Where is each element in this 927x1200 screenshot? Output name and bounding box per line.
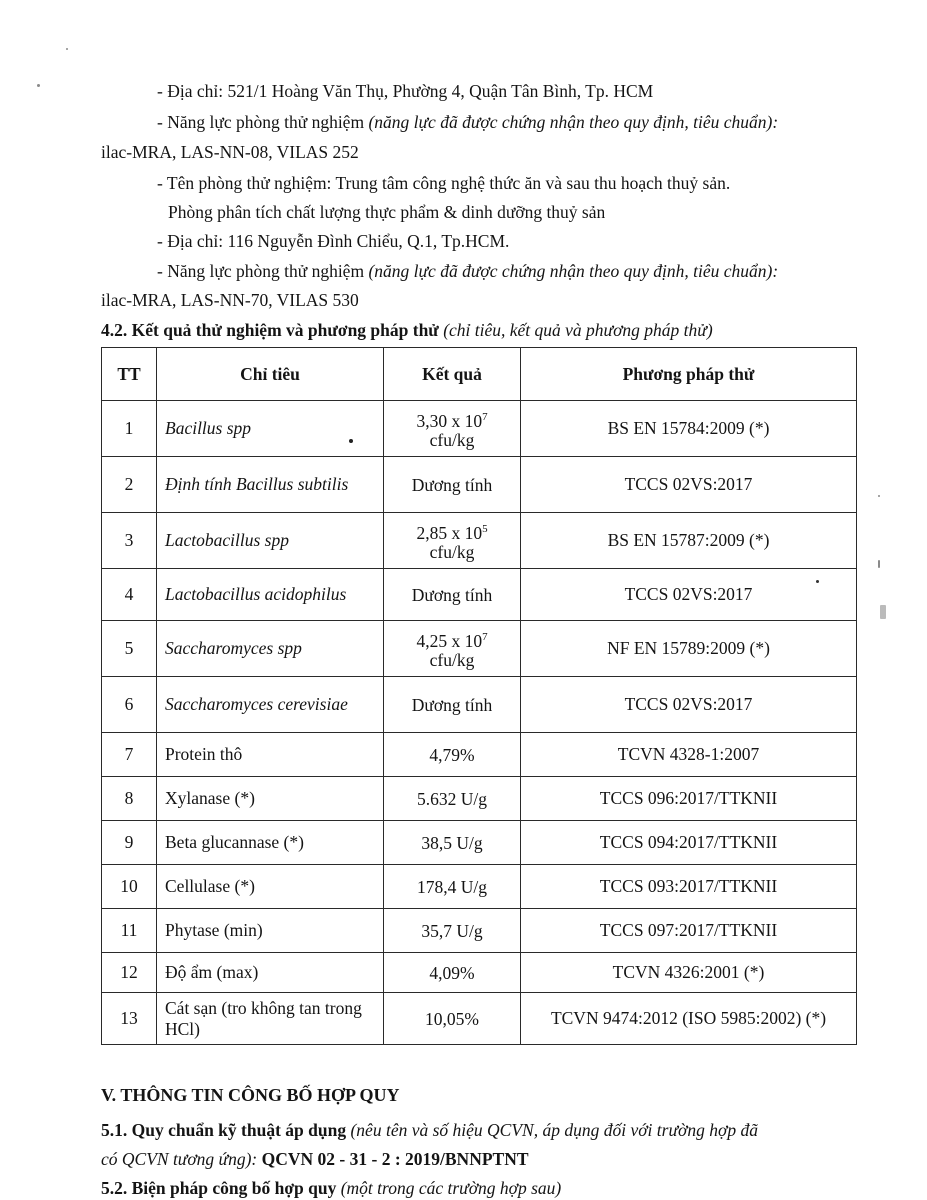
table-row — [102, 993, 857, 1045]
result-unit: cfu/kg — [429, 650, 475, 671]
section5-heading: V. THÔNG TIN CÔNG BỐ HỢP QUY — [101, 1085, 400, 1105]
scan-speck — [878, 560, 880, 568]
section52-line — [101, 1177, 561, 1199]
cell-result — [384, 953, 521, 993]
result-unit: cfu/kg — [429, 542, 475, 563]
table-row — [102, 777, 857, 821]
result-value: 4,09% — [429, 962, 475, 983]
result-value: 10,05% — [425, 1008, 479, 1029]
lab1-capability-label: - Năng lực phòng thử nghiệm — [157, 112, 369, 132]
cell-tt: 11 — [102, 909, 157, 953]
cell-tt: 12 — [102, 953, 157, 993]
cell-method: TCCS 093:2017/TTKNII — [521, 865, 857, 909]
cell-indicator: Cát sạn (tro không tan trong HCl) — [157, 993, 384, 1045]
scan-speck — [37, 84, 40, 87]
lab2-capability-line — [157, 260, 778, 282]
result-unit: cfu/kg — [429, 430, 475, 451]
cell-result — [384, 821, 521, 865]
result-value: 2,85 x 10 — [416, 522, 483, 543]
scan-speck — [878, 495, 880, 497]
lab2-name-line2: Phòng phân tích chất lượng thực phẩm & dinh dưỡng thuỷ sản — [168, 202, 606, 222]
result-value: 3,30 x 10 — [416, 410, 483, 431]
scan-speck — [816, 580, 819, 583]
cell-method: TCCS 097:2017/TTKNII — [521, 909, 857, 953]
scan-speck — [66, 48, 68, 50]
table-row — [102, 821, 857, 865]
table-row — [102, 909, 857, 953]
header-indicator: Chỉ tiêu — [157, 348, 384, 401]
cell-tt: 3 — [102, 513, 157, 569]
cell-tt: 2 — [102, 457, 157, 513]
result-value: Dương tính — [411, 584, 493, 605]
results-table — [101, 347, 857, 1045]
lab1-capability-value: ilac-MRA, LAS-NN-08, VILAS 252 — [101, 142, 359, 162]
cell-method: TCVN 4328-1:2007 — [521, 733, 857, 777]
header-method: Phương pháp thử — [521, 348, 857, 401]
cell-tt: 10 — [102, 865, 157, 909]
cell-indicator: Lactobacillus spp — [157, 513, 384, 569]
section42-heading: 4.2. Kết quả thử nghiệm và phương pháp thử — [101, 320, 444, 340]
header-tt: TT — [102, 348, 157, 401]
result-value: Dương tính — [411, 474, 493, 495]
cell-method: TCCS 096:2017/TTKNII — [521, 777, 857, 821]
result-value: 35,7 U/g — [421, 920, 483, 941]
table-row — [102, 513, 857, 569]
cell-tt: 1 — [102, 401, 157, 457]
table-row — [102, 401, 857, 457]
section51-line1 — [101, 1119, 758, 1141]
cell-method: TCVN 9474:2012 (ISO 5985:2002) (*) — [521, 993, 857, 1045]
lab2-capability-label: - Năng lực phòng thử nghiệm — [157, 261, 369, 281]
cell-indicator: Beta glucannase (*) — [157, 821, 384, 865]
section51-value: QCVN 02 - 31 - 2 : 2019/BNNPTNT — [261, 1149, 529, 1169]
result-value: Dương tính — [411, 694, 493, 715]
cell-indicator: Bacillus spp — [157, 401, 384, 457]
cell-result — [384, 733, 521, 777]
cell-result — [384, 909, 521, 953]
table-header-row — [102, 348, 857, 401]
cell-result — [384, 569, 521, 621]
result-value: 4,25 x 10 — [416, 630, 483, 651]
section51-line2 — [101, 1148, 529, 1170]
cell-indicator: Saccharomyces spp — [157, 621, 384, 677]
table-row — [102, 621, 857, 677]
cell-indicator: Định tính Bacillus subtilis — [157, 457, 384, 513]
cell-result — [384, 401, 521, 457]
scan-speck — [880, 605, 886, 619]
lab1-capability-note: (năng lực đã được chứng nhận theo quy định, tiêu chuẩn): — [368, 112, 779, 132]
result-value: 4,79% — [429, 744, 475, 765]
cell-result — [384, 513, 521, 569]
cell-method: TCVN 4326:2001 (*) — [521, 953, 857, 993]
cell-indicator: Độ ẩm (max) — [157, 953, 384, 993]
section42-heading-line — [101, 319, 713, 341]
cell-tt: 13 — [102, 993, 157, 1045]
cell-indicator: Phytase (min) — [157, 909, 384, 953]
result-value: 5.632 U/g — [417, 788, 487, 809]
cell-tt: 9 — [102, 821, 157, 865]
cell-indicator: Lactobacillus acidophilus — [157, 569, 384, 621]
table-row — [102, 953, 857, 993]
cell-tt: 4 — [102, 569, 157, 621]
section42-note: (chỉ tiêu, kết quả và phương pháp thử) — [443, 320, 713, 340]
lab1-capability-line — [157, 111, 778, 133]
lab2-capability-value: ilac-MRA, LAS-NN-70, VILAS 530 — [101, 290, 359, 310]
section51-label: 5.1. Quy chuẩn kỹ thuật áp dụng — [101, 1120, 351, 1140]
cell-result — [384, 621, 521, 677]
cell-result — [384, 777, 521, 821]
section52-label: 5.2. Biện pháp công bố hợp quy — [101, 1178, 341, 1198]
cell-result — [384, 457, 521, 513]
result-exponent: 7 — [482, 630, 488, 643]
cell-indicator: Cellulase (*) — [157, 865, 384, 909]
lab2-address: - Địa chỉ: 116 Nguyễn Đình Chiểu, Q.1, Tp.HCM. — [157, 231, 510, 251]
lab2-capability-note: (năng lực đã được chứng nhận theo quy định, tiêu chuẩn): — [368, 261, 779, 281]
cell-result — [384, 993, 521, 1045]
cell-method: NF EN 15789:2009 (*) — [521, 621, 857, 677]
cell-tt: 5 — [102, 621, 157, 677]
table-row — [102, 733, 857, 777]
table-row — [102, 457, 857, 513]
result-exponent: 7 — [482, 410, 488, 423]
result-value: 38,5 U/g — [421, 832, 483, 853]
results-body — [102, 401, 857, 1045]
result-value: 178,4 U/g — [417, 876, 487, 897]
lab1-address: - Địa chỉ: 521/1 Hoàng Văn Thụ, Phường 4, Quận Tân Bình, Tp. HCM — [157, 81, 654, 101]
cell-tt: 7 — [102, 733, 157, 777]
section51-note-line1: (nêu tên và số hiệu QCVN, áp dụng đối với trường hợp đã — [350, 1120, 758, 1140]
cell-tt: 6 — [102, 677, 157, 733]
cell-method: TCCS 02VS:2017 — [521, 569, 857, 621]
cell-indicator: Xylanase (*) — [157, 777, 384, 821]
section52-note: (một trong các trường hợp sau) — [340, 1178, 562, 1198]
cell-tt: 8 — [102, 777, 157, 821]
table-row — [102, 677, 857, 733]
cell-result — [384, 865, 521, 909]
table-row — [102, 569, 857, 621]
result-exponent: 5 — [482, 522, 488, 535]
cell-indicator: Protein thô — [157, 733, 384, 777]
cell-method: BS EN 15784:2009 (*) — [521, 401, 857, 457]
cell-method: BS EN 15787:2009 (*) — [521, 513, 857, 569]
cell-method: TCCS 02VS:2017 — [521, 677, 857, 733]
section51-note-line2: có QCVN tương ứng): — [101, 1149, 262, 1169]
table-row — [102, 865, 857, 909]
lab2-name-line1: - Tên phòng thử nghiệm: Trung tâm công nghệ thức ăn và sau thu hoạch thuỷ sản. — [157, 173, 731, 193]
header-result: Kết quả — [384, 348, 521, 401]
cell-method: TCCS 02VS:2017 — [521, 457, 857, 513]
cell-indicator: Saccharomyces cerevisiae — [157, 677, 384, 733]
cell-result — [384, 677, 521, 733]
cell-method: TCCS 094:2017/TTKNII — [521, 821, 857, 865]
scan-speck — [349, 439, 353, 443]
